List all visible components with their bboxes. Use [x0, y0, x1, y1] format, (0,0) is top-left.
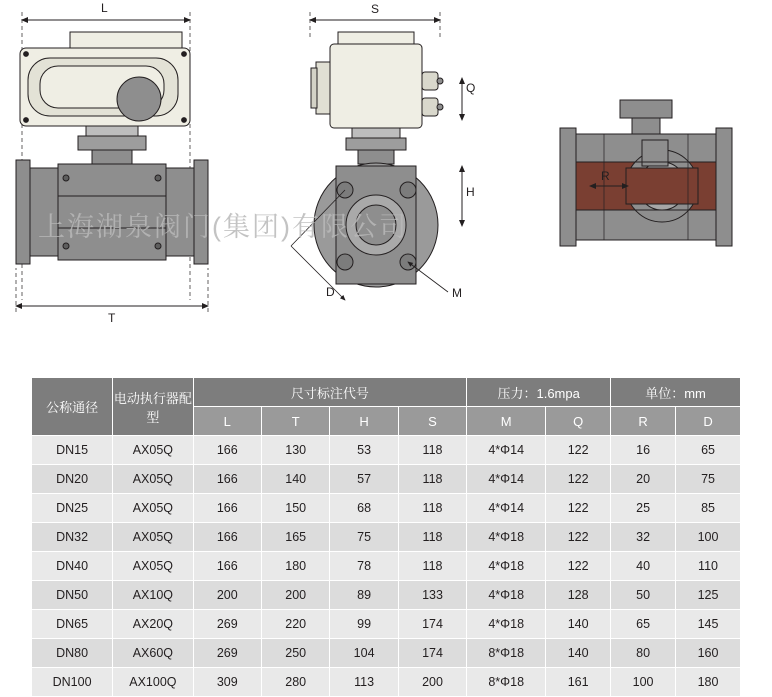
cell-T: 180 — [262, 552, 330, 581]
cell-L: 309 — [193, 668, 261, 697]
cell-actuator: AX05Q — [113, 494, 193, 523]
cell-S: 118 — [398, 465, 466, 494]
header-nominal-diameter: 公称通径 — [32, 378, 113, 436]
header-actuator-model: 电动执行器配型 — [113, 378, 193, 436]
cell-S: 174 — [398, 639, 466, 668]
cell-T: 130 — [262, 436, 330, 465]
cell-H: 68 — [330, 494, 398, 523]
cell-actuator: AX05Q — [113, 465, 193, 494]
table-row — [32, 465, 741, 494]
cell-T: 140 — [262, 465, 330, 494]
cell-R: 65 — [611, 610, 676, 639]
cell-actuator: AX100Q — [113, 668, 193, 697]
header-code-D: D — [676, 407, 741, 436]
cell-S: 118 — [398, 523, 466, 552]
side-view — [291, 2, 475, 300]
table-row — [32, 436, 741, 465]
cell-D: 85 — [676, 494, 741, 523]
cell-M: 4*Φ14 — [467, 436, 546, 465]
header-pressure: 压力：1.6mpa — [467, 378, 611, 407]
cell-actuator: AX10Q — [113, 581, 193, 610]
cell-L: 269 — [193, 639, 261, 668]
cell-R: 32 — [611, 523, 676, 552]
cell-S: 118 — [398, 552, 466, 581]
cell-M: 4*Φ14 — [467, 465, 546, 494]
watermark-text: 上海湖泉阀门(集团)有限公司 — [38, 212, 408, 242]
cell-R: 20 — [611, 465, 676, 494]
cell-D: 145 — [676, 610, 741, 639]
table-header-row-top — [32, 378, 741, 407]
cell-Q: 122 — [546, 523, 611, 552]
cell-L: 166 — [193, 436, 261, 465]
cell-H: 99 — [330, 610, 398, 639]
cell-actuator: AX05Q — [113, 523, 193, 552]
cell-actuator: AX60Q — [113, 639, 193, 668]
front-view — [16, 1, 208, 325]
header-code-T: T — [262, 407, 330, 436]
cell-Q: 128 — [546, 581, 611, 610]
table-row — [32, 581, 741, 610]
cell-M: 4*Φ14 — [467, 494, 546, 523]
cell-M: 4*Φ18 — [467, 523, 546, 552]
cell-M: 8*Φ18 — [467, 639, 546, 668]
cell-Q: 140 — [546, 610, 611, 639]
header-code-Q: Q — [546, 407, 611, 436]
cell-T: 150 — [262, 494, 330, 523]
label-H: H — [466, 185, 475, 199]
cell-T: 280 — [262, 668, 330, 697]
label-M: M — [452, 286, 462, 300]
cell-actuator: AX05Q — [113, 552, 193, 581]
cell-S: 133 — [398, 581, 466, 610]
cell-dn: DN15 — [32, 436, 113, 465]
cell-S: 118 — [398, 436, 466, 465]
cell-S: 118 — [398, 494, 466, 523]
cell-H: 104 — [330, 639, 398, 668]
cell-H: 57 — [330, 465, 398, 494]
cell-T: 250 — [262, 639, 330, 668]
cell-dn: DN50 — [32, 581, 113, 610]
header-code-M: M — [467, 407, 546, 436]
header-code-S: S — [398, 407, 466, 436]
table-row — [32, 639, 741, 668]
cell-actuator: AX05Q — [113, 436, 193, 465]
cell-H: 113 — [330, 668, 398, 697]
cell-Q: 161 — [546, 668, 611, 697]
cell-L: 166 — [193, 552, 261, 581]
cell-R: 16 — [611, 436, 676, 465]
cell-T: 220 — [262, 610, 330, 639]
cell-Q: 122 — [546, 465, 611, 494]
cell-L: 269 — [193, 610, 261, 639]
cell-M: 4*Φ18 — [467, 581, 546, 610]
cell-H: 78 — [330, 552, 398, 581]
cell-R: 50 — [611, 581, 676, 610]
label-S: S — [371, 2, 380, 16]
cell-T: 165 — [262, 523, 330, 552]
label-R: R — [601, 169, 610, 183]
cell-D: 100 — [676, 523, 741, 552]
header-code-R: R — [611, 407, 676, 436]
cell-D: 65 — [676, 436, 741, 465]
header-dimension-codes: 尺寸标注代号 — [193, 378, 467, 407]
cell-dn: DN40 — [32, 552, 113, 581]
cell-L: 200 — [193, 581, 261, 610]
table-row — [32, 494, 741, 523]
table-row — [32, 610, 741, 639]
label-T: T — [108, 311, 116, 325]
cell-S: 174 — [398, 610, 466, 639]
cell-M: 4*Φ18 — [467, 552, 546, 581]
header-code-L: L — [193, 407, 261, 436]
cell-R: 100 — [611, 668, 676, 697]
cell-Q: 140 — [546, 639, 611, 668]
table-row — [32, 552, 741, 581]
cell-H: 75 — [330, 523, 398, 552]
cell-L: 166 — [193, 523, 261, 552]
cell-D: 75 — [676, 465, 741, 494]
cell-Q: 122 — [546, 552, 611, 581]
table-row — [32, 523, 741, 552]
label-D: D — [326, 285, 335, 299]
cell-R: 25 — [611, 494, 676, 523]
cell-T: 200 — [262, 581, 330, 610]
label-Q: Q — [466, 81, 476, 95]
cell-actuator: AX20Q — [113, 610, 193, 639]
cell-D: 180 — [676, 668, 741, 697]
cell-L: 166 — [193, 494, 261, 523]
header-unit: 单位：mm — [611, 378, 741, 407]
cell-dn: DN80 — [32, 639, 113, 668]
cell-R: 80 — [611, 639, 676, 668]
table-row — [32, 668, 741, 697]
cell-dn: DN32 — [32, 523, 113, 552]
cell-H: 53 — [330, 436, 398, 465]
cell-dn: DN65 — [32, 610, 113, 639]
cell-S: 200 — [398, 668, 466, 697]
cell-D: 160 — [676, 639, 741, 668]
label-L: L — [101, 1, 108, 15]
cell-D: 125 — [676, 581, 741, 610]
specification-table — [31, 377, 741, 697]
header-code-H: H — [330, 407, 398, 436]
cell-dn: DN25 — [32, 494, 113, 523]
cell-dn: DN100 — [32, 668, 113, 697]
cell-L: 166 — [193, 465, 261, 494]
cell-H: 89 — [330, 581, 398, 610]
cell-M: 8*Φ18 — [467, 668, 546, 697]
section-view — [560, 100, 732, 246]
cell-dn: DN20 — [32, 465, 113, 494]
cell-D: 110 — [676, 552, 741, 581]
cell-M: 4*Φ18 — [467, 610, 546, 639]
cell-Q: 122 — [546, 494, 611, 523]
cell-R: 40 — [611, 552, 676, 581]
cell-Q: 122 — [546, 436, 611, 465]
